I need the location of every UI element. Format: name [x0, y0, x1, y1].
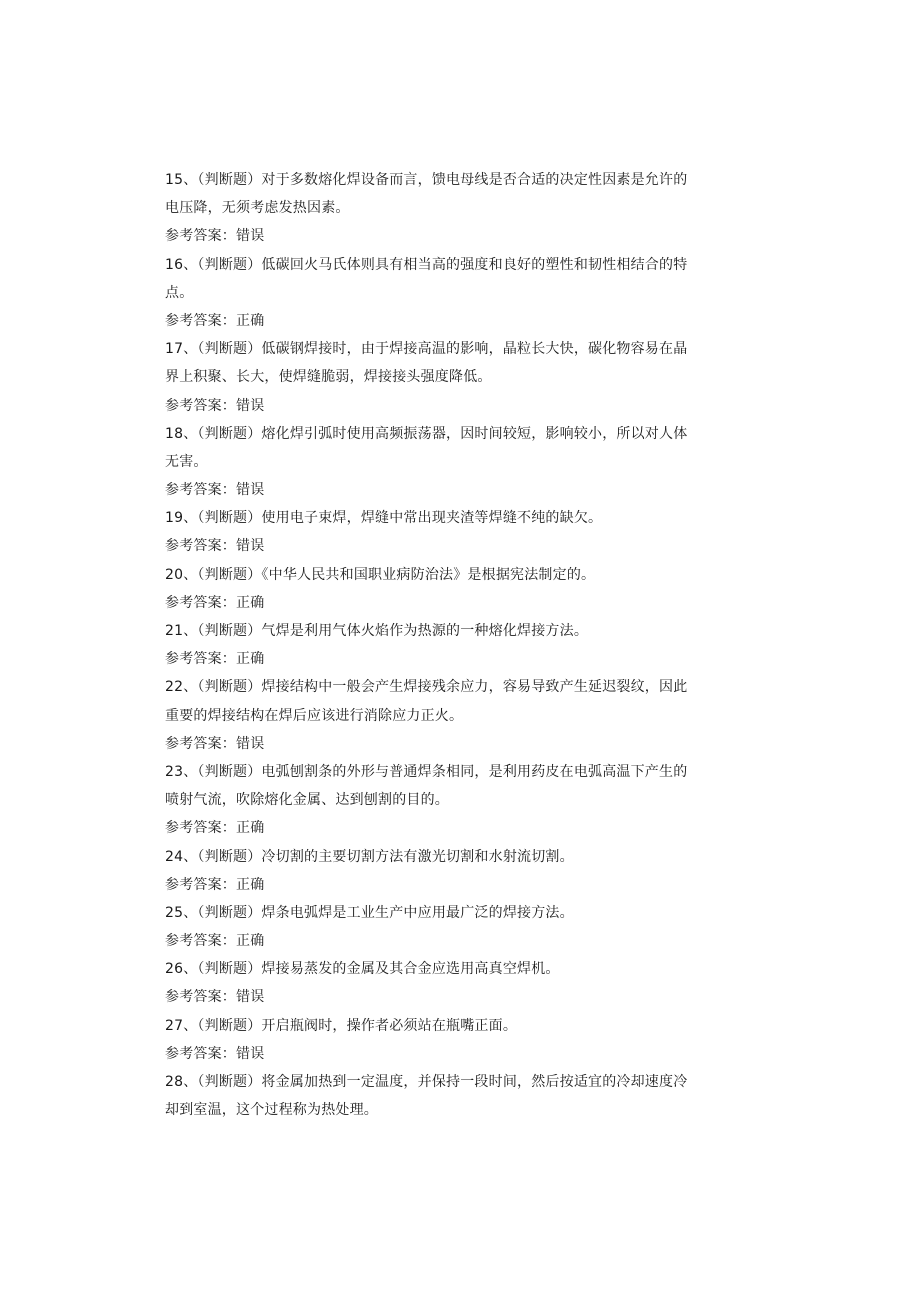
answer-line: 参考答案：错误	[165, 989, 265, 1006]
question-block	[165, 1012, 745, 1068]
question-text-line: 18、（判断题）熔化焊引弧时使用高频振荡器，因时间较短，影响较小，所以对人体	[165, 425, 688, 442]
question-text-line: 17、（判断题）低碳钢焊接时，由于焊接高温的影响，晶粒长大快，碳化物容易在晶	[165, 341, 688, 358]
question-text-line: 点。	[165, 284, 194, 301]
question-text-line: 26、（判断题）焊接易蒸发的金属及其合金应选用高真空焊机。	[165, 961, 560, 978]
question-block	[165, 673, 745, 758]
answer-line: 参考答案：错误	[165, 538, 265, 555]
question-text-line: 重要的焊接结构在焊后应该进行消除应力正火。	[165, 707, 464, 724]
question-block	[165, 166, 745, 251]
question-text-line: 19、（判断题）使用电子束焊，焊缝中常出现夹渣等焊缝不纯的缺欠。	[165, 510, 603, 527]
answer-line: 参考答案：正确	[165, 820, 265, 837]
question-block	[165, 420, 745, 505]
question-text-line: 无害。	[165, 453, 208, 470]
question-block	[165, 758, 745, 843]
question-text-line: 却到室温，这个过程称为热处理。	[165, 1102, 378, 1119]
answer-line: 参考答案：错误	[165, 228, 265, 245]
question-text-line: 20、（判断题）《中华人民共和国职业病防治法》是根据宪法制定的。	[165, 566, 596, 583]
answer-line: 参考答案：正确	[165, 312, 265, 329]
question-text-line: 界上积聚、长大，使焊缝脆弱，焊接接头强度降低。	[165, 369, 492, 386]
question-block	[165, 843, 745, 899]
question-text-line: 16、（判断题）低碳回火马氏体则具有相当高的强度和良好的塑性和韧性相结合的特	[165, 256, 688, 273]
answer-line: 参考答案：正确	[165, 933, 265, 950]
question-text-line: 23、（判断题）电弧刨割条的外形与普通焊条相同，是利用药皮在电弧高温下产生的	[165, 763, 688, 780]
question-text-line: 24、（判断题）冷切割的主要切割方法有激光切割和水射流切割。	[165, 848, 574, 865]
document-page	[165, 166, 745, 1124]
question-text-line: 22、（判断题）焊接结构中一般会产生焊接残余应力，容易导致产生延迟裂纹，因此	[165, 679, 688, 696]
answer-line: 参考答案：正确	[165, 594, 265, 611]
question-text-line: 21、（判断题）气焊是利用气体火焰作为热源的一种熔化焊接方法。	[165, 623, 589, 639]
question-block	[165, 899, 745, 955]
answer-line: 参考答案：正确	[165, 651, 265, 668]
question-text-line: 15、（判断题）对于多数熔化焊设备而言，馈电母线是否合适的决定性因素是允许的	[165, 172, 688, 188]
question-block	[165, 504, 745, 560]
question-text-line: 25、（判断题）焊条电弧焊是工业生产中应用最广泛的焊接方法。	[165, 904, 574, 921]
answer-line: 参考答案：错误	[165, 1045, 265, 1062]
answer-line: 参考答案：正确	[165, 876, 265, 893]
answer-line: 参考答案：错误	[165, 397, 265, 414]
question-block	[165, 617, 745, 673]
question-block	[165, 251, 745, 336]
question-text-line: 喷射气流，吹除熔化金属、达到刨割的目的。	[165, 792, 449, 809]
question-block	[165, 1068, 745, 1124]
question-block	[165, 955, 745, 1011]
question-text-line: 27、（判断题）开启瓶阀时，操作者必须站在瓶嘴正面。	[165, 1017, 518, 1034]
answer-line: 参考答案：错误	[165, 735, 265, 752]
question-block	[165, 335, 745, 420]
answer-line: 参考答案：错误	[165, 482, 265, 499]
question-block	[165, 561, 745, 617]
question-text-line: 28、（判断题）将金属加热到一定温度，并保持一段时间，然后按适宜的冷却速度冷	[165, 1074, 688, 1090]
question-text-line: 电压降，无须考虑发热因素。	[165, 200, 350, 217]
